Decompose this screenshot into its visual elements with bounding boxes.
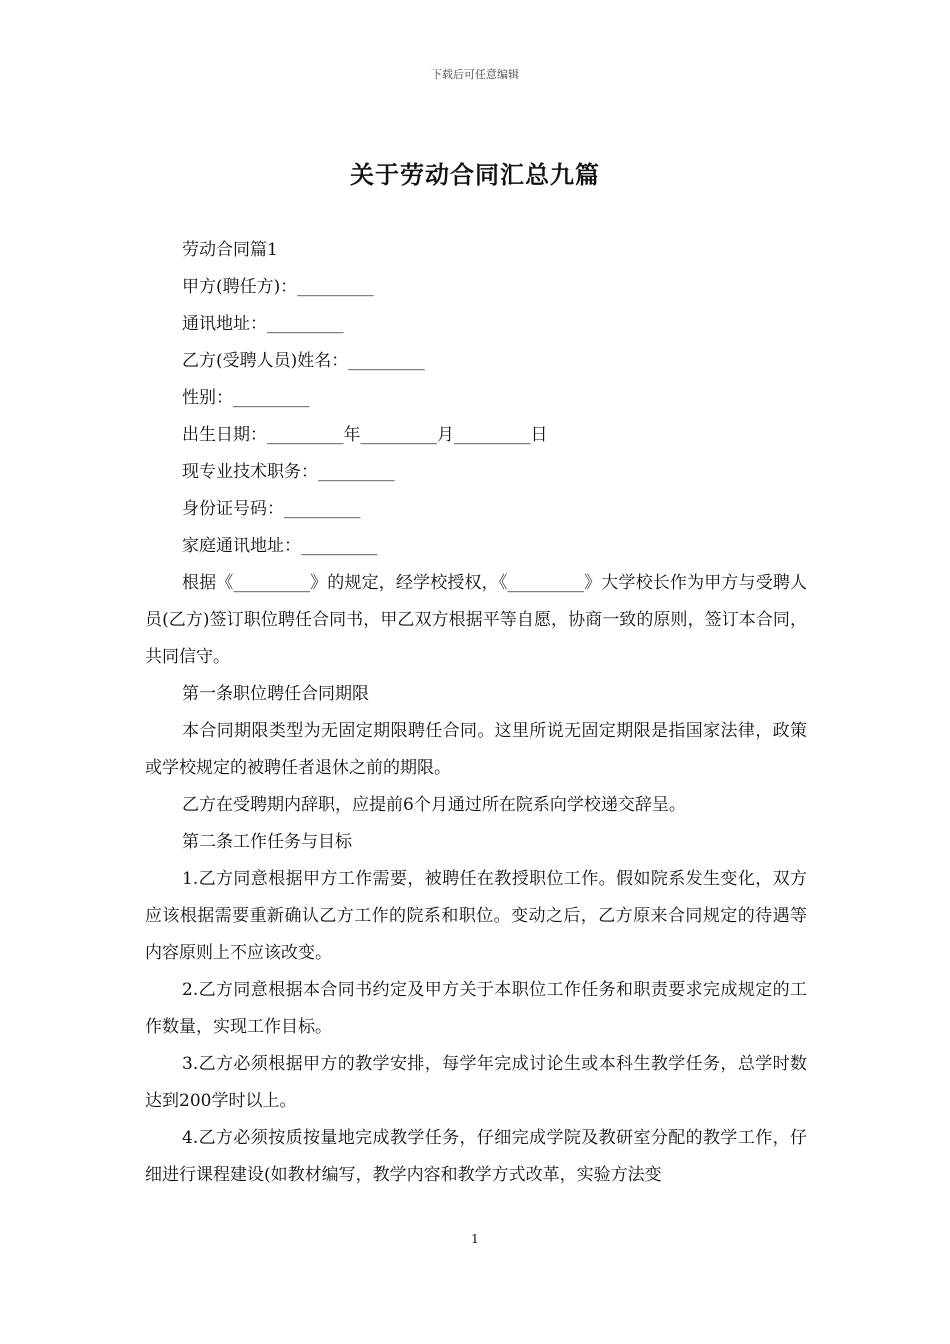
article1-paragraph-2: 乙方在受聘期内辞职，应提前6个月通过所在院系向学校递交辞呈。: [182, 795, 686, 815]
intro-paragraph: 根据《_________》的规定，经学校授权，《_________》大学校长作为甲方与受聘人员(乙方)签订职位聘任合同书，甲乙双方根据平等自愿，协商一致的原则，签订本合同，共同信守。: [145, 573, 807, 667]
article2-item-3: 3.乙方必须根据甲方的教学安排，每学年完成讨论生或本科生教学任务，总学时数达到200学时以上。: [145, 1054, 807, 1111]
header-note: 下载后可任意编辑: [431, 68, 519, 81]
section-heading: 劳动合同篇1: [182, 240, 278, 260]
field-gender: 性别：_________: [182, 388, 310, 408]
article2-item-2: 2.乙方同意根据本合同书约定及甲方关于本职位工作任务和职责要求完成规定的工作数量，实现工作目标。: [145, 980, 807, 1037]
field-employee-name: 乙方(受聘人员)姓名：_________: [182, 351, 425, 371]
article2-item-1: 1.乙方同意根据甲方工作需要，被聘任在教授职位工作。假如院系发生变化，双方应该根据需要重新确认乙方工作的院系和职位。变动之后，乙方原来合同规定的待遇等内容原则上不应该改变。: [145, 869, 807, 963]
article1-heading: 第一条职位聘任合同期限: [182, 684, 369, 704]
article1-paragraph-1: 本合同期限类型为无固定期限聘任合同。这里所说无固定期限是指国家法律，政策或学校规定的被聘任者退休之前的期限。: [145, 721, 807, 778]
field-address: 通讯地址：_________: [182, 314, 344, 334]
field-title: 现专业技术职务：_________: [182, 462, 395, 482]
field-birth-date: 出生日期：_________年_________月_________日: [182, 425, 548, 445]
document-body: [145, 232, 807, 1194]
field-id-number: 身份证号码：_________: [182, 499, 361, 519]
article2-item-4: 4.乙方必须按质按量地完成教学任务，仔细完成学院及教研室分配的教学工作，仔细进行课程建设(如教材编写，教学内容和教学方式改革，实验方法变: [145, 1128, 807, 1185]
article2-heading: 第二条工作任务与目标: [182, 832, 352, 852]
document-title: 关于劳动合同汇总九篇: [350, 160, 600, 189]
field-home-address: 家庭通讯地址：_________: [182, 536, 378, 556]
field-employer: 甲方(聘任方)：_________: [182, 277, 374, 297]
page-number: 1: [471, 1232, 479, 1246]
